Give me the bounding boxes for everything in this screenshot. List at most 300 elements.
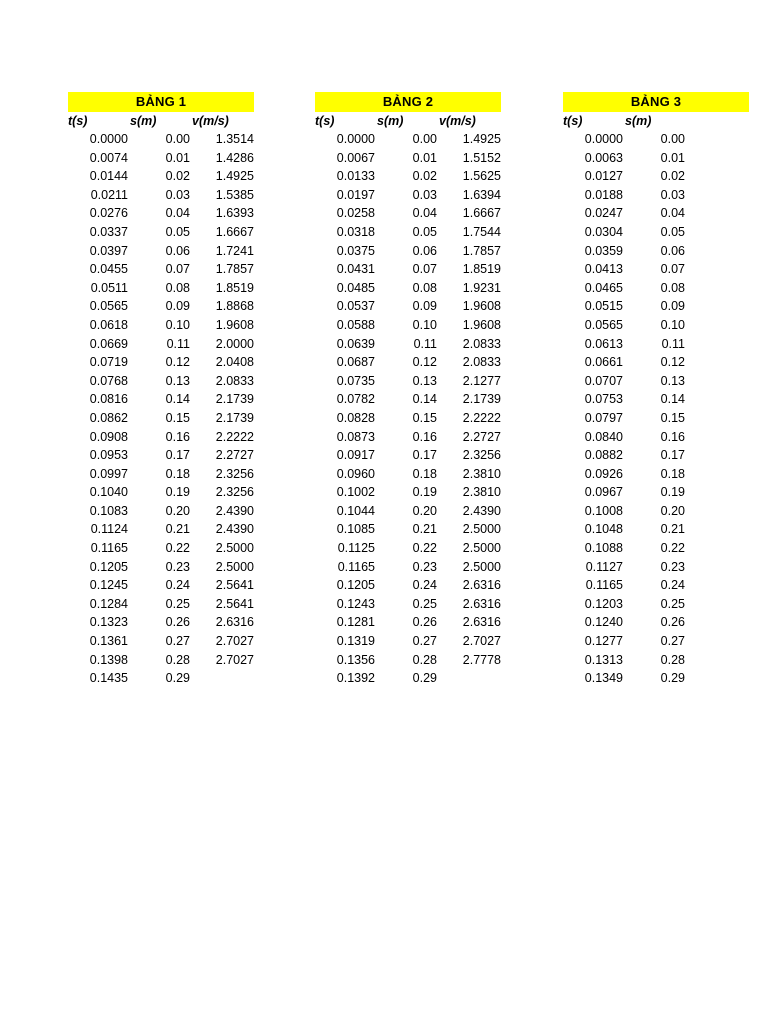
cell-t: 0.1398 <box>89 652 128 667</box>
cell-t: 0.1165 <box>337 559 375 574</box>
table-row <box>315 632 501 651</box>
cell-t: 0.0431 <box>336 262 375 277</box>
cell-v: 2.7027 <box>462 634 501 649</box>
cell-t: 0.0375 <box>336 243 375 258</box>
cell-t: 0.0188 <box>584 187 623 202</box>
cell-t: 0.0960 <box>336 466 375 481</box>
cell-v: 2.6316 <box>215 615 254 630</box>
cell-v: 1.6667 <box>215 224 254 239</box>
cell-s: 0.20 <box>660 503 685 518</box>
cell-v: 1.7544 <box>462 224 501 239</box>
cell-t: 0.0304 <box>584 224 623 239</box>
table-row <box>315 335 501 354</box>
cell-t: 0.0063 <box>584 150 623 165</box>
table-row <box>315 409 501 428</box>
cell-t: 0.1040 <box>89 485 128 500</box>
table-row <box>563 558 749 577</box>
table-row <box>315 279 501 298</box>
cell-s: 0.01 <box>165 150 190 165</box>
cell-t: 0.0565 <box>584 317 623 332</box>
table-row <box>563 242 749 261</box>
table-row <box>315 465 501 484</box>
header-v: v(m/s) <box>192 114 229 128</box>
cell-s: 0.29 <box>412 671 437 686</box>
cell-t: 0.0618 <box>89 317 128 332</box>
cell-s: 0.28 <box>412 652 437 667</box>
cell-t: 0.0719 <box>89 355 128 370</box>
cell-v: 2.5641 <box>215 578 254 593</box>
cell-v: 2.7027 <box>215 634 254 649</box>
cell-s: 0.09 <box>660 299 685 314</box>
cell-t: 0.1361 <box>89 634 128 649</box>
cell-t: 0.1203 <box>584 596 623 611</box>
cell-t: 0.1165 <box>585 578 623 593</box>
cell-s: 0.27 <box>660 634 685 649</box>
cell-s: 0.22 <box>660 541 685 556</box>
cell-t: 0.1313 <box>584 652 623 667</box>
cell-v: 1.4925 <box>462 132 501 146</box>
cell-t: 0.1356 <box>336 652 375 667</box>
cell-v: 1.4925 <box>215 169 254 184</box>
cell-t: 0.0133 <box>336 169 375 184</box>
table-row <box>563 223 749 242</box>
table-row <box>68 204 254 223</box>
cell-t: 0.0669 <box>89 336 128 351</box>
table-row <box>563 316 749 335</box>
table-rows <box>563 130 749 688</box>
cell-t: 0.0258 <box>336 206 375 221</box>
cell-v: 2.7778 <box>462 652 501 667</box>
cell-t: 0.1205 <box>89 559 128 574</box>
table-row <box>315 390 501 409</box>
cell-s: 0.23 <box>165 559 190 574</box>
table-row <box>563 409 749 428</box>
cell-t: 0.0000 <box>336 132 375 146</box>
cell-s: 0.23 <box>412 559 437 574</box>
table-row <box>563 297 749 316</box>
cell-t: 0.0537 <box>336 299 375 314</box>
cell-s: 0.11 <box>413 336 437 351</box>
cell-s: 0.04 <box>660 206 685 221</box>
table-row <box>68 390 254 409</box>
cell-v: 2.5000 <box>215 559 254 574</box>
cell-t: 0.0074 <box>89 150 128 165</box>
cell-s: 0.20 <box>165 503 190 518</box>
cell-s: 0.02 <box>412 169 437 184</box>
table-row <box>563 539 749 558</box>
cell-s: 0.29 <box>165 671 190 686</box>
table-row <box>68 130 254 149</box>
cell-t: 0.1048 <box>584 522 623 537</box>
cell-t: 0.1008 <box>584 503 623 518</box>
cell-t: 0.0613 <box>584 336 623 351</box>
table-row <box>315 223 501 242</box>
table-row <box>68 353 254 372</box>
cell-t: 0.0197 <box>336 187 375 202</box>
cell-t: 0.1125 <box>337 541 375 556</box>
table-title: BẢNG 1 <box>68 92 254 112</box>
cell-s: 0.26 <box>660 615 685 630</box>
cell-t: 0.0639 <box>336 336 375 351</box>
cell-t: 0.0465 <box>584 280 623 295</box>
cell-s: 0.15 <box>412 410 437 425</box>
cell-t: 0.1323 <box>89 615 128 630</box>
table-row <box>68 613 254 632</box>
cell-v: 2.2222 <box>462 410 501 425</box>
table-row <box>563 651 749 670</box>
cell-v: 1.5152 <box>462 150 501 165</box>
cell-s: 0.00 <box>165 132 190 146</box>
header-s: s(m) <box>625 114 652 128</box>
cell-v: 2.3256 <box>215 466 254 481</box>
cell-t: 0.1127 <box>585 559 623 574</box>
table-row <box>563 428 749 447</box>
cell-t: 0.0359 <box>584 243 623 258</box>
cell-s: 0.26 <box>165 615 190 630</box>
cell-t: 0.0707 <box>584 373 623 388</box>
cell-t: 0.0782 <box>336 392 375 407</box>
table-row <box>315 576 501 595</box>
cell-v: 1.9608 <box>215 317 254 332</box>
table-row <box>563 446 749 465</box>
table-row <box>563 335 749 354</box>
cell-s: 0.09 <box>165 299 190 314</box>
header-v: v(m/s) <box>439 114 476 128</box>
cell-t: 0.0000 <box>89 132 128 146</box>
cell-t: 0.0753 <box>584 392 623 407</box>
cell-t: 0.0862 <box>89 410 128 425</box>
cell-v: 1.3514 <box>215 132 254 146</box>
table-row <box>563 613 749 632</box>
cell-v: 2.0833 <box>462 355 501 370</box>
cell-t: 0.0511 <box>90 280 128 295</box>
cell-t: 0.0485 <box>336 280 375 295</box>
cell-v: 2.6316 <box>462 615 501 630</box>
table-rows <box>68 130 254 688</box>
cell-t: 0.0588 <box>336 317 375 332</box>
cell-t: 0.1205 <box>336 578 375 593</box>
table-row <box>68 576 254 595</box>
cell-v: 2.3810 <box>462 466 501 481</box>
cell-t: 0.0908 <box>89 429 128 444</box>
table-row <box>315 539 501 558</box>
cell-v: 2.1739 <box>215 410 254 425</box>
cell-s: 0.21 <box>660 522 685 537</box>
cell-t: 0.1284 <box>89 596 128 611</box>
table-row <box>315 353 501 372</box>
header-s: s(m) <box>130 114 157 128</box>
table-row <box>68 279 254 298</box>
cell-v: 1.5385 <box>215 187 254 202</box>
table-row <box>68 558 254 577</box>
cell-s: 0.19 <box>412 485 437 500</box>
cell-t: 0.0873 <box>336 429 375 444</box>
cell-s: 0.10 <box>165 317 190 332</box>
cell-s: 0.18 <box>412 466 437 481</box>
cell-v: 2.3810 <box>462 485 501 500</box>
cell-s: 0.19 <box>165 485 190 500</box>
cell-s: 0.12 <box>165 355 190 370</box>
table-row <box>68 409 254 428</box>
cell-s: 0.06 <box>412 243 437 258</box>
cell-t: 0.0882 <box>584 448 623 463</box>
cell-s: 0.16 <box>660 429 685 444</box>
table-row <box>68 372 254 391</box>
cell-t: 0.0997 <box>89 466 128 481</box>
table-row <box>68 520 254 539</box>
cell-t: 0.1392 <box>336 671 375 686</box>
table-row <box>68 428 254 447</box>
cell-s: 0.23 <box>660 559 685 574</box>
cell-t: 0.0828 <box>336 410 375 425</box>
table-row <box>315 520 501 539</box>
cell-s: 0.27 <box>412 634 437 649</box>
cell-s: 0.13 <box>165 373 190 388</box>
cell-v: 2.1739 <box>462 392 501 407</box>
cell-t: 0.0455 <box>89 262 128 277</box>
cell-v: 2.4390 <box>215 503 254 518</box>
table-row <box>68 446 254 465</box>
table-row <box>68 242 254 261</box>
cell-s: 0.17 <box>412 448 437 463</box>
table-row <box>563 279 749 298</box>
table-row <box>315 316 501 335</box>
cell-s: 0.24 <box>412 578 437 593</box>
table-title: BẢNG 2 <box>315 92 501 112</box>
cell-s: 0.07 <box>412 262 437 277</box>
cell-s: 0.20 <box>412 503 437 518</box>
cell-v: 1.7857 <box>462 243 501 258</box>
cell-t: 0.1277 <box>584 634 623 649</box>
cell-v: 2.0833 <box>462 336 501 351</box>
cell-v: 2.7027 <box>215 652 254 667</box>
cell-v: 2.1277 <box>462 373 501 388</box>
cell-s: 0.06 <box>165 243 190 258</box>
table-row <box>563 595 749 614</box>
cell-t: 0.1349 <box>584 671 623 686</box>
cell-t: 0.0211 <box>90 187 128 202</box>
cell-t: 0.0917 <box>336 448 375 463</box>
table-row <box>68 149 254 168</box>
cell-s: 0.02 <box>165 169 190 184</box>
cell-t: 0.1088 <box>584 541 623 556</box>
cell-t: 0.0318 <box>336 224 375 239</box>
cell-t: 0.1083 <box>89 503 128 518</box>
table-row <box>563 372 749 391</box>
cell-s: 0.09 <box>412 299 437 314</box>
table-row <box>315 297 501 316</box>
cell-t: 0.0337 <box>89 224 128 239</box>
table-row <box>68 651 254 670</box>
cell-s: 0.22 <box>412 541 437 556</box>
cell-v: 1.9608 <box>462 299 501 314</box>
cell-s: 0.29 <box>660 671 685 686</box>
cell-v: 2.4390 <box>215 522 254 537</box>
table-row <box>563 149 749 168</box>
cell-s: 0.05 <box>412 224 437 239</box>
table-row <box>68 465 254 484</box>
cell-t: 0.1124 <box>90 522 128 537</box>
cell-v: 1.9231 <box>462 280 501 295</box>
table-row <box>315 428 501 447</box>
cell-v: 2.0000 <box>215 336 254 351</box>
cell-s: 0.08 <box>165 280 190 295</box>
table-row <box>563 260 749 279</box>
cell-v: 1.6394 <box>462 187 501 202</box>
table-row <box>68 297 254 316</box>
cell-v: 2.1739 <box>215 392 254 407</box>
cell-s: 0.06 <box>660 243 685 258</box>
table-row <box>315 502 501 521</box>
header-t: t(s) <box>315 114 335 128</box>
cell-s: 0.04 <box>165 206 190 221</box>
cell-v: 1.8519 <box>215 280 254 295</box>
table-bang-3 <box>563 92 749 688</box>
cell-t: 0.0247 <box>584 206 623 221</box>
table-row <box>68 260 254 279</box>
cell-s: 0.02 <box>660 169 685 184</box>
cell-t: 0.1044 <box>336 503 375 518</box>
cell-t: 0.1002 <box>336 485 375 500</box>
cell-s: 0.21 <box>165 522 190 537</box>
table-row <box>563 632 749 651</box>
cell-s: 0.18 <box>660 466 685 481</box>
table-row <box>68 335 254 354</box>
cell-t: 0.1435 <box>89 671 128 686</box>
cell-s: 0.22 <box>165 541 190 556</box>
cell-v: 1.7857 <box>215 262 254 277</box>
table-row <box>315 446 501 465</box>
cell-s: 0.13 <box>412 373 437 388</box>
table-rows <box>315 130 501 688</box>
cell-v: 2.5641 <box>215 596 254 611</box>
table-row <box>68 502 254 521</box>
cell-v: 2.3256 <box>462 448 501 463</box>
table-row <box>563 204 749 223</box>
cell-v: 1.9608 <box>462 317 501 332</box>
table-row <box>563 465 749 484</box>
cell-s: 0.16 <box>412 429 437 444</box>
cell-t: 0.0735 <box>336 373 375 388</box>
cell-t: 0.1243 <box>336 596 375 611</box>
table-row <box>315 651 501 670</box>
cell-s: 0.18 <box>165 466 190 481</box>
cell-t: 0.1240 <box>584 615 623 630</box>
table-row <box>315 260 501 279</box>
table-bang-2 <box>315 92 501 688</box>
cell-t: 0.1245 <box>89 578 128 593</box>
table-row <box>563 167 749 186</box>
cell-v: 2.5000 <box>462 559 501 574</box>
table-row <box>68 167 254 186</box>
header-t: t(s) <box>563 114 583 128</box>
table-row <box>563 186 749 205</box>
cell-s: 0.01 <box>412 150 437 165</box>
cell-s: 0.15 <box>660 410 685 425</box>
cell-s: 0.00 <box>660 132 685 146</box>
cell-s: 0.15 <box>165 410 190 425</box>
cell-v: 2.4390 <box>462 503 501 518</box>
cell-v: 2.5000 <box>462 541 501 556</box>
cell-s: 0.08 <box>660 280 685 295</box>
cell-t: 0.0144 <box>89 169 128 184</box>
cell-t: 0.0967 <box>584 485 623 500</box>
cell-s: 0.04 <box>412 206 437 221</box>
cell-t: 0.0127 <box>584 169 623 184</box>
table-row <box>68 483 254 502</box>
cell-t: 0.0926 <box>584 466 623 481</box>
cell-s: 0.28 <box>660 652 685 667</box>
cell-v: 1.8868 <box>215 299 254 314</box>
table-title: BẢNG 3 <box>563 92 749 112</box>
cell-t: 0.0797 <box>584 410 623 425</box>
cell-s: 0.26 <box>412 615 437 630</box>
cell-t: 0.0661 <box>584 355 623 370</box>
cell-s: 0.10 <box>660 317 685 332</box>
cell-s: 0.21 <box>412 522 437 537</box>
table-row <box>315 613 501 632</box>
cell-v: 2.0833 <box>215 373 254 388</box>
cell-s: 0.13 <box>660 373 685 388</box>
cell-t: 0.0768 <box>89 373 128 388</box>
header-s: s(m) <box>377 114 404 128</box>
cell-t: 0.0397 <box>89 243 128 258</box>
table-row <box>563 130 749 149</box>
table-row <box>563 353 749 372</box>
cell-v: 2.5000 <box>215 541 254 556</box>
cell-v: 1.7241 <box>215 243 254 258</box>
table-row <box>315 186 501 205</box>
cell-v: 1.5625 <box>462 169 501 184</box>
table-bang-1 <box>68 92 254 688</box>
cell-t: 0.0276 <box>89 206 128 221</box>
cell-s: 0.07 <box>165 262 190 277</box>
table-row <box>563 669 749 688</box>
table-row <box>563 520 749 539</box>
cell-s: 0.00 <box>412 132 437 146</box>
cell-v: 1.4286 <box>215 150 254 165</box>
table-row <box>315 130 501 149</box>
table-row <box>315 167 501 186</box>
cell-t: 0.0067 <box>336 150 375 165</box>
cell-s: 0.03 <box>412 187 437 202</box>
cell-s: 0.24 <box>165 578 190 593</box>
cell-s: 0.12 <box>412 355 437 370</box>
table-row <box>563 576 749 595</box>
cell-s: 0.10 <box>412 317 437 332</box>
cell-s: 0.11 <box>661 336 685 351</box>
table-row <box>315 372 501 391</box>
cell-t: 0.0816 <box>89 392 128 407</box>
cell-s: 0.25 <box>660 596 685 611</box>
cell-s: 0.12 <box>660 355 685 370</box>
table-row <box>68 669 254 688</box>
cell-s: 0.03 <box>165 187 190 202</box>
table-row <box>315 149 501 168</box>
table-row <box>315 669 501 688</box>
cell-v: 1.6393 <box>215 206 254 221</box>
cell-v: 2.2222 <box>215 429 254 444</box>
table-row <box>563 502 749 521</box>
table-row <box>68 632 254 651</box>
cell-s: 0.14 <box>660 392 685 407</box>
cell-t: 0.0840 <box>584 429 623 444</box>
table-row <box>68 223 254 242</box>
table-row <box>563 483 749 502</box>
cell-v: 2.5000 <box>462 522 501 537</box>
cell-t: 0.0000 <box>584 132 623 146</box>
cell-s: 0.05 <box>165 224 190 239</box>
